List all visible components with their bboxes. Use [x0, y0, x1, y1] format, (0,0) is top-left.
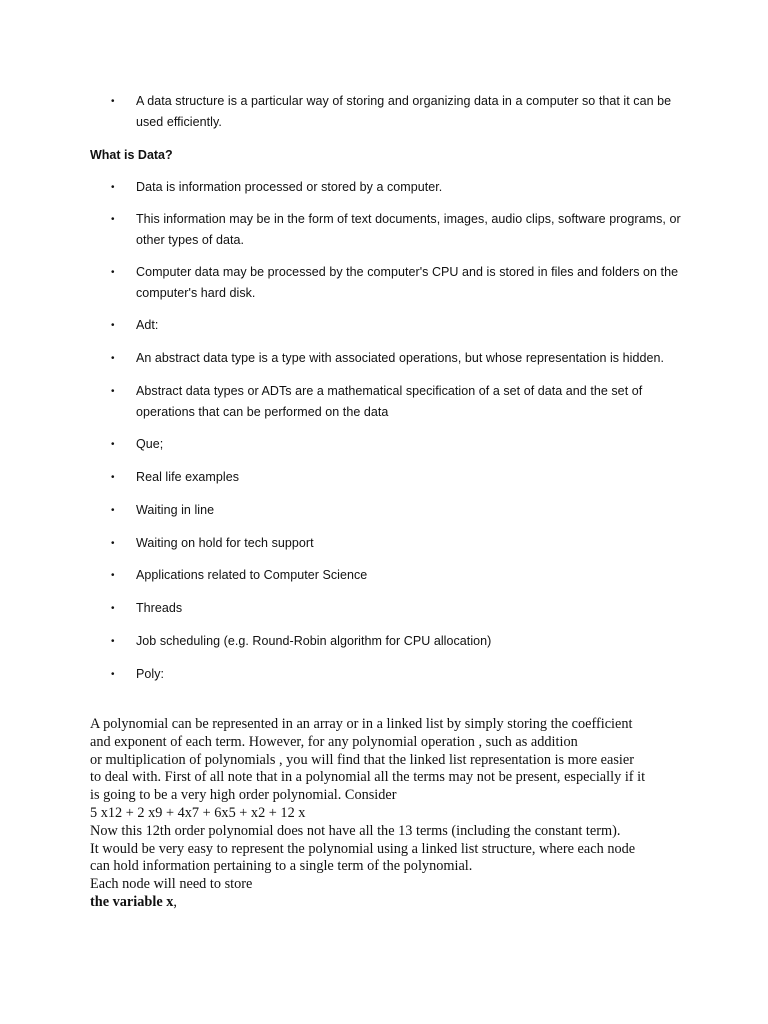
- list-item-text: Waiting on hold for tech support: [136, 536, 314, 550]
- bullet-icon: •: [111, 636, 115, 647]
- list-item-text: Adt:: [136, 318, 159, 332]
- list-item: [111, 598, 696, 619]
- list-item: [111, 177, 696, 198]
- bullet-icon: •: [111, 505, 115, 516]
- bullet-icon: •: [111, 472, 115, 483]
- list-item: [111, 533, 696, 554]
- paragraph-line: Now this 12th order polynomial does not have all the 13 terms (including the constant term).: [90, 822, 621, 839]
- bullet-icon: •: [111, 386, 115, 397]
- list-item-text: Que;: [136, 437, 164, 451]
- polynomial-paragraph: [90, 716, 680, 912]
- list-item-text: A data structure is a particular way of storing and organizing data in a computer so that it can be used efficiently.: [136, 94, 672, 129]
- list-item-text: Data is information processed or stored by a computer.: [136, 180, 443, 194]
- list-item-text: An abstract data type is a type with associated operations, but whose representation is hidden.: [136, 351, 664, 365]
- list-item: [111, 434, 696, 455]
- paragraph-line: to deal with. First of all note that in a polynomial all the terms may not be present, especially if it: [90, 769, 646, 786]
- section-heading: What is Data?: [90, 148, 173, 162]
- list-item: [111, 348, 696, 369]
- final-punctuation: ,: [173, 893, 177, 910]
- list-item: [111, 315, 696, 336]
- list-item: [111, 565, 696, 586]
- list-item: [111, 381, 696, 423]
- paragraph-line: A polynomial can be represented in an array or in a linked list by simply storing the coefficient: [90, 716, 633, 732]
- list-item-text: Threads: [136, 601, 183, 615]
- paragraph-line: and exponent of each term. However, for any polynomial operation , such as addition: [90, 733, 578, 750]
- list-item: [111, 664, 696, 685]
- final-line: [90, 894, 680, 912]
- list-item: [111, 631, 696, 652]
- bullet-icon: •: [111, 353, 115, 364]
- bullet-icon: •: [111, 214, 115, 225]
- list-item: [111, 209, 696, 251]
- bold-term: the variable x: [90, 893, 174, 910]
- paragraph-line: It would be very easy to represent the polynomial using a linked list structure, where each node: [90, 840, 636, 857]
- bullet-icon: •: [111, 669, 115, 680]
- bullet-icon: •: [111, 320, 115, 331]
- list-item-text: Applications related to Computer Science: [136, 568, 368, 582]
- list-item-text: Computer data may be processed by the computer's CPU and is stored in files and folders on the computer's hard disk.: [136, 265, 679, 300]
- list-item-text: Waiting in line: [136, 503, 215, 517]
- bullet-icon: •: [111, 96, 115, 107]
- list-item: [111, 500, 696, 521]
- list-item: [111, 467, 696, 488]
- polynomial-expression: 5 x12 + 2 x9 + 4x7 + 6x5 + x2 + 12 x: [90, 804, 306, 821]
- bullet-icon: •: [111, 439, 115, 450]
- list-item: [111, 91, 696, 133]
- bullet-icon: •: [111, 603, 115, 614]
- paragraph-line: can hold information pertaining to a single term of the polynomial.: [90, 858, 473, 875]
- list-item: [111, 262, 696, 304]
- paragraph-line: or multiplication of polynomials , you will find that the linked list representation is more easier: [90, 751, 634, 768]
- list-item-text: Poly:: [136, 667, 165, 681]
- paragraph-line: Each node will need to store: [90, 876, 253, 893]
- list-item-text: Abstract data types or ADTs are a mathematical specification of a set of data and the set of operations that can be performed on the data: [136, 384, 643, 419]
- bullet-icon: •: [111, 182, 115, 193]
- list-item-text: Real life examples: [136, 470, 240, 484]
- bullet-icon: •: [111, 267, 115, 278]
- bullet-icon: •: [111, 570, 115, 581]
- list-item-text: This information may be in the form of text documents, images, audio clips, software programs, or other types of data.: [136, 212, 681, 247]
- list-item-text: Job scheduling (e.g. Round-Robin algorithm for CPU allocation): [136, 634, 492, 648]
- paragraph-line: is going to be a very high order polynomial. Consider: [90, 787, 397, 804]
- bullet-icon: •: [111, 538, 115, 549]
